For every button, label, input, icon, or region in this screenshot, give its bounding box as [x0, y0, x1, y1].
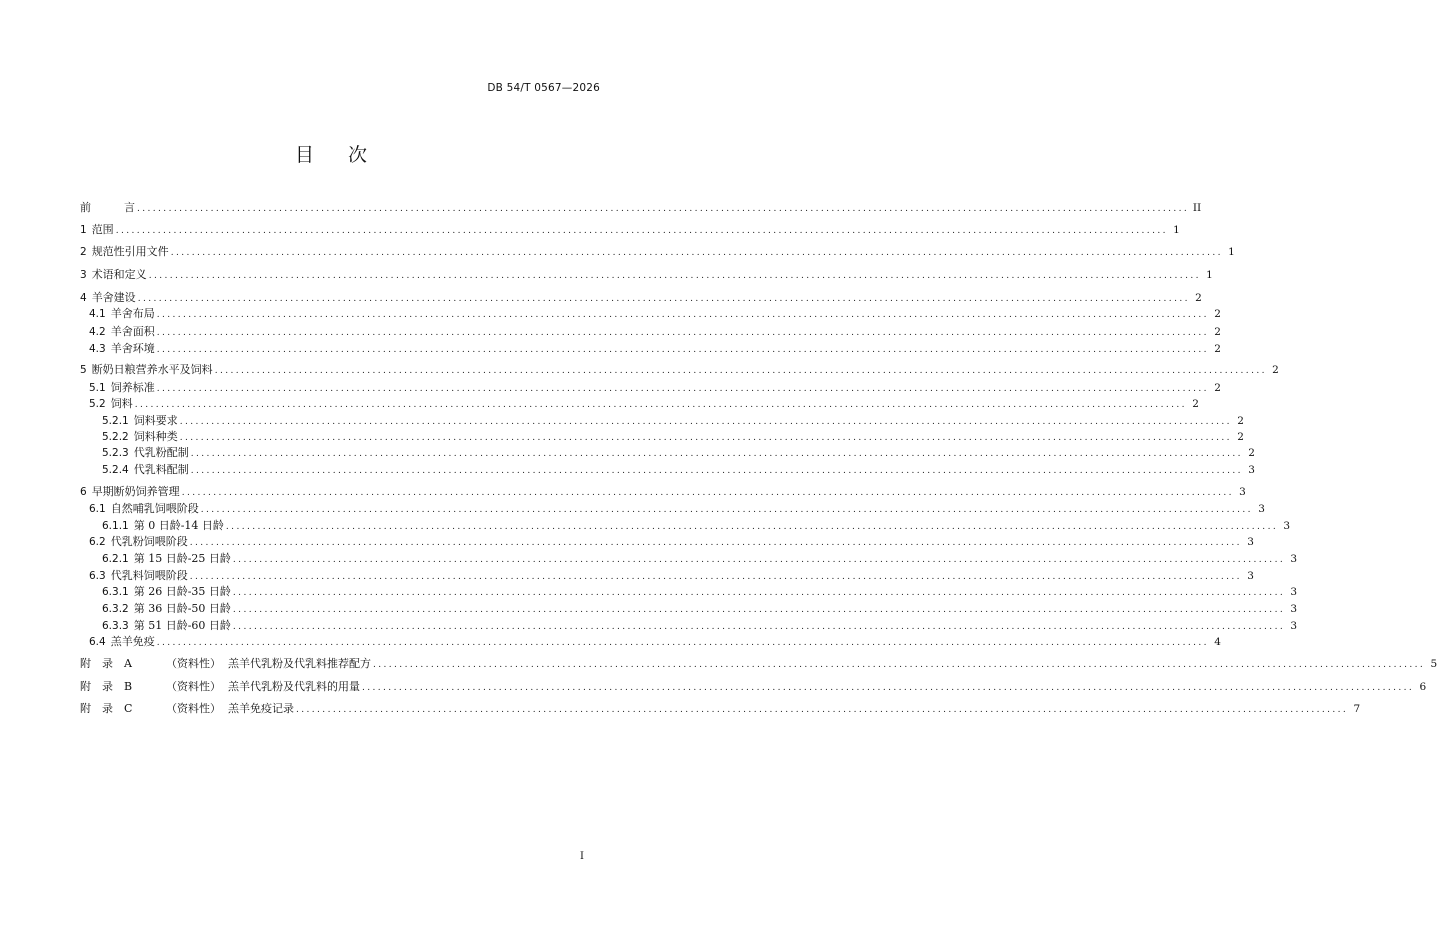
toc-entry-page: 3	[1283, 520, 1291, 532]
toc-entry[interactable]	[80, 222, 1180, 238]
toc-entry-title: 羔羊免疫	[110, 635, 155, 648]
toc-entry-title: 饲料种类	[133, 430, 178, 443]
toc-entry-label	[80, 484, 180, 500]
toc-appendix-entry[interactable]	[80, 656, 1437, 672]
toc-entry-page: 2	[1214, 308, 1221, 320]
toc-entry-label	[89, 341, 155, 357]
toc-entry[interactable]	[80, 484, 1246, 500]
toc-entry[interactable]	[80, 445, 1255, 461]
dot-leader: ........................................................................................................................................................................................................	[189, 572, 1242, 582]
dot-leader: ........................................................................................................................................................................................................	[156, 328, 1209, 338]
toc-entry-number: 6.4	[89, 636, 106, 648]
toc-entry-number: 6	[80, 486, 87, 498]
toc-entry[interactable]	[80, 551, 1298, 567]
toc-entry-label	[102, 618, 231, 634]
toc-entry-page: 2	[1214, 343, 1221, 355]
toc-entry-title: 饲料	[110, 397, 133, 410]
dot-leader: ........................................................................................................................................................................................................	[214, 366, 1267, 376]
dot-leader: ........................................................................................................................................................................................................	[156, 345, 1209, 355]
appendix-page: 6	[1419, 681, 1427, 693]
toc-entry-label	[89, 568, 188, 584]
toc-entry-label	[89, 501, 199, 517]
toc-entry-label	[102, 601, 231, 617]
toc-entry-number: 5.2.2	[102, 431, 129, 443]
toc-entry-page: 2	[1237, 415, 1244, 427]
toc-entry-number: 4.1	[89, 308, 106, 320]
toc-entry-label	[89, 380, 155, 396]
toc-entry-title: 早期断奶饲养管理	[91, 485, 180, 498]
dot-leader: ........................................................................................................................................................................................................	[181, 488, 1234, 498]
toc-entry-page: 1	[1173, 224, 1180, 236]
toc-entry[interactable]	[80, 200, 1202, 216]
toc-entry-label	[89, 634, 155, 650]
toc-entry-label	[89, 534, 188, 550]
toc-entry-number: 3	[80, 269, 87, 281]
toc-entry-page: 3	[1247, 570, 1254, 582]
toc-entry-title: 第 0 日龄-14 日龄	[133, 519, 224, 532]
toc-entry-page: 2	[1195, 292, 1202, 304]
toc-entry-number: 5.2.4	[102, 464, 129, 476]
toc-entry-number: 5.1	[89, 382, 106, 394]
appendix-label	[80, 679, 360, 695]
toc-entry[interactable]	[80, 601, 1298, 617]
toc-entry-title: 代乳料饲喂阶段	[110, 569, 188, 582]
toc-entry-page: 3	[1290, 603, 1298, 615]
toc-entry-number: 2	[80, 246, 87, 258]
dot-leader: ........................................................................................................................................................................................................	[296, 705, 1349, 715]
dot-leader: ........................................................................................................................................................................................................	[156, 638, 1209, 648]
toc-entry-number: 1	[80, 224, 87, 236]
toc-entry[interactable]	[80, 341, 1221, 357]
dot-leader: ........................................................................................................................................................................................................	[232, 622, 1286, 632]
toc-appendix-entry[interactable]	[80, 679, 1427, 695]
toc-entry-page: II	[1192, 202, 1202, 214]
toc-entry-number: 6.1	[89, 503, 106, 515]
toc-entry-number: 4.3	[89, 343, 106, 355]
toc-entry-page: 3	[1258, 503, 1265, 515]
toc-entry[interactable]	[80, 534, 1254, 550]
toc-entry-page: 3	[1248, 464, 1255, 476]
toc-entry-label	[89, 324, 155, 340]
toc-entry-number: 6.3.3	[102, 620, 129, 632]
appendix-title: 羔羊代乳粉及代乳料推荐配方	[228, 657, 371, 670]
toc-entry-label	[102, 429, 178, 445]
dot-leader: ........................................................................................................................................................................................................	[170, 248, 1223, 258]
toc-entry-title: 羊舍环境	[110, 342, 155, 355]
toc-entry-page: 4	[1214, 636, 1221, 648]
dot-leader: ........................................................................................................................................................................................................	[225, 522, 1279, 532]
toc-entry-page: 2	[1237, 431, 1244, 443]
toc-entry-title: 第 15 日龄-25 日龄	[133, 552, 231, 565]
dot-leader: ........................................................................................................................................................................................................	[362, 683, 1415, 693]
toc-entry-title: 代乳粉配制	[133, 446, 189, 459]
appendix-label	[80, 656, 371, 672]
toc-entry-title: 前 言	[80, 201, 135, 214]
appendix-label	[80, 701, 294, 717]
dot-leader: ........................................................................................................................................................................................................	[134, 400, 1187, 410]
toc-entry-number: 6.2	[89, 536, 106, 548]
dot-leader: ........................................................................................................................................................................................................	[232, 605, 1286, 615]
page-number: I	[580, 851, 584, 862]
toc-entry-title: 饲料要求	[133, 414, 178, 427]
toc-entry[interactable]	[80, 290, 1202, 306]
dot-leader: ........................................................................................................................................................................................................	[148, 271, 1201, 281]
toc-entry[interactable]	[80, 618, 1298, 634]
toc-entry-title: 饲养标准	[110, 381, 155, 394]
standard-code: DB 54/T 0567—2026	[487, 82, 600, 94]
dot-leader: ........................................................................................................................................................................................................	[137, 204, 1190, 214]
appendix-page: 7	[1353, 703, 1361, 715]
toc-entry-label	[80, 244, 169, 260]
toc-entry-page: 1	[1206, 269, 1213, 281]
toc-entry-title: 羊舍面积	[110, 325, 155, 338]
toc-entry[interactable]	[80, 634, 1221, 650]
toc-entry-page: 3	[1290, 620, 1298, 632]
toc-entry-title: 规范性引用文件	[91, 245, 169, 258]
toc-entry[interactable]	[80, 584, 1298, 600]
toc-entry-title: 代乳料配制	[133, 463, 189, 476]
toc-entry-title: 自然哺乳饲喂阶段	[110, 502, 199, 515]
dot-leader: ........................................................................................................................................................................................................	[179, 417, 1232, 427]
toc-entry-label	[102, 413, 178, 429]
toc-entry-page: 1	[1228, 246, 1235, 258]
toc-entry[interactable]	[80, 568, 1254, 584]
dot-leader: ........................................................................................................................................................................................................	[156, 310, 1209, 320]
dot-leader: ........................................................................................................................................................................................................	[200, 505, 1253, 515]
toc-entry-title: 第 36 日龄-50 日龄	[133, 602, 231, 615]
appendix-type: （资料性）	[166, 657, 221, 670]
toc-entry-page: 3	[1290, 553, 1298, 565]
toc-entry-number: 6.3.1	[102, 586, 129, 598]
toc-appendix-entry[interactable]	[80, 701, 1361, 717]
toc-entry-label	[89, 306, 155, 322]
toc-entry-title: 断奶日粮营养水平及饲料	[91, 363, 213, 376]
appendix-prefix: 附 录 A	[80, 657, 132, 670]
toc-entry-label	[102, 445, 189, 461]
dot-leader: ........................................................................................................................................................................................................	[137, 294, 1190, 304]
toc-entry-page: 3	[1239, 486, 1246, 498]
toc-entry-label	[80, 267, 147, 283]
toc-entry-page: 3	[1290, 586, 1298, 598]
dot-leader: ........................................................................................................................................................................................................	[232, 588, 1286, 598]
dot-leader: ........................................................................................................................................................................................................	[156, 384, 1209, 394]
toc-entry-page: 2	[1192, 398, 1199, 410]
toc-entry-label	[102, 584, 231, 600]
dot-leader: ........................................................................................................................................................................................................	[189, 538, 1242, 548]
dot-leader: ........................................................................................................................................................................................................	[232, 555, 1286, 565]
toc-entry-label	[80, 222, 114, 238]
appendix-page: 5	[1430, 658, 1437, 670]
toc-entry-title: 羊舍布局	[110, 307, 155, 320]
toc-entry[interactable]	[80, 501, 1265, 517]
toc-entry-label	[80, 200, 135, 216]
toc-entry-title: 第 51 日龄-60 日龄	[133, 619, 231, 632]
toc-entry-number: 4.2	[89, 326, 106, 338]
toc-entry-number: 6.3.2	[102, 603, 129, 615]
appendix-title: 羔羊代乳粉及代乳料的用量	[228, 680, 360, 693]
toc-entry-number: 5.2.3	[102, 447, 129, 459]
toc-entry-number: 5	[80, 364, 87, 376]
toc-entry-number: 6.1.1	[102, 520, 129, 532]
toc-entry-label	[80, 362, 213, 378]
toc-entry-title: 代乳粉饲喂阶段	[110, 535, 188, 548]
toc-entry-label	[102, 551, 231, 567]
toc-entry[interactable]	[80, 362, 1279, 378]
dot-leader: ........................................................................................................................................................................................................	[190, 449, 1243, 459]
toc-entry-page: 3	[1247, 536, 1254, 548]
appendix-prefix: 附 录 C	[80, 702, 133, 715]
toc-entry-label	[102, 518, 224, 534]
toc-entry-page: 2	[1214, 382, 1221, 394]
toc-entry-title: 第 26 日龄-35 日龄	[133, 585, 231, 598]
appendix-type: （资料性）	[166, 702, 221, 715]
dot-leader: ........................................................................................................................................................................................................	[115, 226, 1168, 236]
toc-entry-title: 术语和定义	[91, 268, 147, 281]
page-title: 目次	[294, 144, 401, 166]
toc-entry[interactable]	[80, 380, 1221, 396]
dot-leader: ........................................................................................................................................................................................................	[190, 466, 1243, 476]
toc-entry-number: 5.2	[89, 398, 106, 410]
toc-entry-number: 5.2.1	[102, 415, 129, 427]
toc-entry-label	[80, 290, 136, 306]
toc-entry-page: 2	[1272, 364, 1279, 376]
toc-entry[interactable]	[80, 306, 1221, 322]
toc-entry[interactable]	[80, 396, 1199, 412]
toc-entry[interactable]	[80, 244, 1235, 260]
toc-entry-page: 2	[1248, 447, 1255, 459]
toc-entry-number: 6.3	[89, 570, 106, 582]
toc-entry[interactable]	[80, 413, 1244, 429]
appendix-prefix: 附 录 B	[80, 680, 133, 693]
toc-entry-title: 羊舍建设	[91, 291, 136, 304]
toc-entry-page: 2	[1214, 326, 1221, 338]
toc-entry-label	[89, 396, 133, 412]
toc-entry-title: 范围	[91, 223, 114, 236]
toc-entry-number: 6.2.1	[102, 553, 129, 565]
toc-entry[interactable]	[80, 429, 1244, 445]
toc-entry-number: 4	[80, 292, 87, 304]
dot-leader: ........................................................................................................................................................................................................	[373, 660, 1426, 670]
toc-entry[interactable]	[80, 518, 1291, 534]
toc-entry[interactable]	[80, 267, 1213, 283]
toc-entry-label	[102, 462, 189, 478]
toc-entry[interactable]	[80, 462, 1255, 478]
toc-entry[interactable]	[80, 324, 1221, 340]
dot-leader: ........................................................................................................................................................................................................	[179, 433, 1232, 443]
appendix-type: （资料性）	[166, 680, 221, 693]
appendix-title: 羔羊免疫记录	[228, 702, 294, 715]
